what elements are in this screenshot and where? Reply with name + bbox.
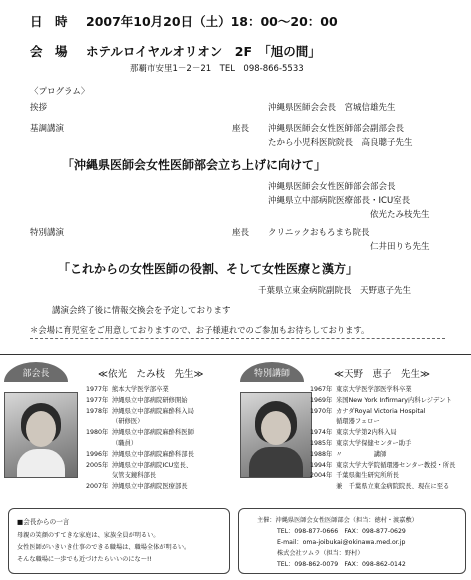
left-profile-photo xyxy=(4,392,78,478)
history-text: 〃 講師 xyxy=(336,450,387,458)
right-history-list xyxy=(310,384,471,494)
history-row xyxy=(310,384,412,393)
left-badge: 部会長 xyxy=(4,362,68,382)
special-title: 「これからの女性医師の役割、そして女性医療と漢方」 xyxy=(58,262,359,276)
right-photo-face xyxy=(261,411,291,445)
history-row xyxy=(310,470,399,479)
history-row xyxy=(310,427,397,436)
childcare-underline xyxy=(30,338,445,339)
history-text: 気管支鏡科部長 xyxy=(112,472,157,480)
history-year: 1969年 xyxy=(310,396,333,404)
history-row xyxy=(310,406,425,415)
contact-sponsor: 株式会社ツムラ（担当：野村） xyxy=(277,550,364,557)
history-year: 1978年 xyxy=(86,407,109,415)
history-row xyxy=(86,449,194,458)
history-year: 1980年 xyxy=(86,429,109,437)
message-heading: ■会長からの一言 xyxy=(17,518,70,526)
history-row xyxy=(310,438,411,447)
keynote-speaker-3: 依光たみ枝先生 xyxy=(370,210,430,220)
history-text: 熊本大学医学部卒業 xyxy=(112,386,169,393)
date-value: 2007年10月20日（土）18：00～20：00 xyxy=(86,14,338,29)
history-row xyxy=(310,481,449,490)
history-row xyxy=(86,416,143,425)
message-line: そんな職場に一歩でも近づけたらいいのにな～!! xyxy=(17,556,152,563)
history-text: 米国New York Infirmary内科レジデント xyxy=(336,396,452,404)
keynote-label: 基調講演 xyxy=(30,124,65,134)
message-line: 母親の笑顔のすてきな家庭は、家族全員が明るい。 xyxy=(17,532,160,539)
greeting-person: 沖縄県医師会会長 宮城信雄先生 xyxy=(268,103,396,113)
contact-box xyxy=(238,508,466,574)
history-text: 循環器フェロー xyxy=(336,418,380,426)
message-box xyxy=(8,508,230,574)
history-year: 1988年 xyxy=(310,450,333,458)
special-chair-2: 仁井田りち先生 xyxy=(370,242,430,252)
keynote-speaker-1: 沖縄県医師会女性医師部会部会長 xyxy=(268,182,396,192)
keynote-speaker-2: 沖縄県立中部病院医療部長・ICU室長 xyxy=(268,196,411,206)
history-text: 沖縄県立中部病院麻酔科入局 xyxy=(112,407,194,415)
left-history-list xyxy=(86,384,236,494)
history-row xyxy=(86,470,156,479)
history-text: （職員） xyxy=(112,440,138,447)
history-text: 沖縄県立中部病院麻酔科部長 xyxy=(112,450,194,458)
history-text: （研修医） xyxy=(112,418,144,426)
left-profile-name: ≪依光 たみ枝 先生≫ xyxy=(98,369,204,380)
venue-label: 会 場 xyxy=(30,44,68,59)
history-row xyxy=(310,449,386,458)
date-label: 日 時 xyxy=(30,14,68,29)
history-text: 沖縄県立中部病院麻酔科医師 xyxy=(112,429,194,437)
history-year: 1994年 xyxy=(310,461,333,469)
history-row xyxy=(86,406,194,415)
history-text: カナダRoyal Victoria Hospital xyxy=(336,407,426,415)
special-chair-1: クリニックおもろまち院長 xyxy=(268,228,370,238)
history-row xyxy=(86,481,188,490)
childcare-note: ＊会場に育児室をご用意しておりますので、お子様連れでのご参加もお待ちしております。 xyxy=(30,325,370,335)
history-year: 2007年 xyxy=(86,483,109,491)
history-text: 東京大学大学院循環器センター教授・所長 xyxy=(336,461,456,469)
history-text: 東京大学第2内科入局 xyxy=(336,429,397,437)
history-text: 東京大学医学部医学科卒業 xyxy=(336,386,412,393)
history-row xyxy=(86,384,169,393)
left-photo-coat xyxy=(17,449,65,477)
history-row xyxy=(310,395,452,404)
venue-address: 那覇市安里1－2－21 TEL 098-866-5533 xyxy=(130,64,304,74)
message-line: 女性医師がいきいき仕事のできる職場は、職場全体が明るい。 xyxy=(17,544,191,551)
greeting-label: 挨拶 xyxy=(30,103,48,113)
after-note: 講演会終了後に情報交換会を予定しております xyxy=(52,306,231,316)
history-year: 1970年 xyxy=(310,407,333,415)
history-text: 沖縄県立中部病院医療部長 xyxy=(112,483,188,491)
history-row xyxy=(86,460,192,469)
special-chair-label: 座長 xyxy=(232,228,250,238)
right-photo-clothes xyxy=(249,447,303,477)
contact-phone: TEL：098-877-0666 FAX：098-877-0629 xyxy=(277,528,406,535)
history-row xyxy=(86,427,194,436)
keynote-chair-1: 沖縄県医師会女性医師部会副部会長 xyxy=(268,124,405,134)
history-year: 1985年 xyxy=(310,440,333,447)
section-divider xyxy=(0,354,471,355)
history-row xyxy=(310,416,380,425)
history-row xyxy=(86,438,137,447)
history-year: 1977年 xyxy=(86,396,109,404)
history-text: 千葉県衛生研究所所長 xyxy=(336,472,399,480)
history-row xyxy=(310,460,455,469)
right-profile-name: ≪天野 恵子 先生≫ xyxy=(334,369,430,380)
history-year: 1967年 xyxy=(310,386,333,393)
history-text: 兼 千葉県立東金病院院長、現在に至る xyxy=(336,483,450,491)
right-badge: 特別講師 xyxy=(240,362,304,382)
contact-sponsor-phone: TEL：098-862-0079 FAX：098-862-0142 xyxy=(277,561,406,568)
history-text: 沖縄県立中部病院研修開始 xyxy=(112,396,188,404)
contact-email: E-mail：oma-joibukai@okinawa.med.or.jp xyxy=(277,539,406,546)
venue-value: ホテルロイヤルオリオン 2F 「旭の間」 xyxy=(86,44,321,59)
special-label: 特別講演 xyxy=(30,228,65,238)
keynote-title: 「沖縄県医師会女性医師部会立ち上げに向けて」 xyxy=(62,158,327,172)
left-photo-face xyxy=(26,411,56,447)
special-speaker: 千葉県立東金病院副院長 天野恵子先生 xyxy=(258,286,412,296)
program-header: 〈プログラム〉 xyxy=(30,87,90,97)
contact-organizer: 主催：沖縄県医師会女性医師部会（担当：徳村・渡嘉敷） xyxy=(257,517,418,524)
keynote-chair-2: たから小児科医院院長 高良聰子先生 xyxy=(268,138,413,148)
history-year: 1977年 xyxy=(86,386,109,393)
history-text: 東京大学保健センター助手 xyxy=(336,440,412,447)
history-row xyxy=(86,395,188,404)
keynote-chair-label: 座長 xyxy=(232,124,250,134)
history-year: 1996年 xyxy=(86,450,109,458)
history-year: 2004年 xyxy=(310,472,333,480)
right-profile-photo xyxy=(240,392,312,478)
history-year: 1974年 xyxy=(310,429,333,437)
history-year: 2005年 xyxy=(86,461,109,469)
history-text: 沖縄県立中部病院ICU室長、 xyxy=(112,461,193,469)
